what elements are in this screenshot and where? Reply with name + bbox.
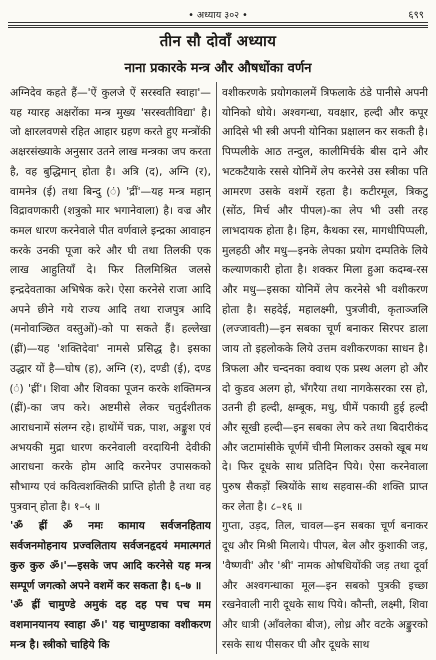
chapter-subtitle: नाना प्रकारके मन्त्र और औषधोंका वर्णन (124, 61, 312, 76)
paragraph: गुप्ता, उड़द, तिल, चावल—इन सबका चूर्ण बनाकर दूध और मिश्री मिलाये। पीपल, बेल और कुशाकी जड़, 'वैष्णवी' और 'श्री' नामक ओषधियोंकी जड़ तथा दूर्वा और अश्वगन्धाका मूल—इन सबको पुत्रकी इच्छा रखनेवाली नारी दूधके साथ पिये। कौन्ती, लक्ष्मी, शिवा और धात्री (आँवलेका बीज), लोध्र और वटके अङ्कुरको रसके साथ पीसकर घी और दूधके साथ (222, 519, 428, 651)
mantra-paragraph: 'ॐ ह्रीं ॐ नमः कामाय सर्वजनहिताय सर्वजनमोहनाय प्रज्वलिताय सर्वजनहृदयं ममात्मगतं कुरु कुरु ॐ।'—इसके जप आदि करनेसे यह मन्त्र सम्पूर्ण जगत्को अपने वशमें कर सकता है। ६–७ ॥ (10, 519, 211, 592)
paragraph: अग्निदेव कहते हैं—'ऐं कुलजे ऐं सरस्वति स्वाहा'—यह ग्यारह अक्षरोंका मन्त्र मुख्य 'सरस्वतीविद्या' है। जो क्षारलवणसे रहित आहार ग्रहण करते हुए मन्त्रोंकी अक्षरसंख्याके अनुसार उतने लाख मन्त्रका जप करता है, वह बुद्धिमान् होता है। अत्रि (द), अग्नि (र), वामनेत्र (ई) तथा बिन्दु (ं) 'द्रीं'—यह मन्त्र महान् विद्रावणकारी (शत्रुको मार भगानेवाला) है। वज्र और कमल धारण करनेवाले पीत वर्णवाले इन्द्रका आवाहन करके उनकी पूजा करे और घी तथा तिलकी एक लाख आहुतियाँ दे। फिर तिलमिश्रित जलसे इन्द्रदेवताका अभिषेक करे। ऐसा करनेसे राजा आदि अपने छीने गये राज्य आदि तथा राजपुत्र आदि (मनोवाञ्छित वस्तुओं)-को पा सकते हैं। हल्लेखा (ह्रीं)—यह 'शक्तिदेवा' नामसे प्रसिद्ध है। इसका उद्धार यों है—घोष (ह), अग्नि (र), दण्डी (ई), दण्ड (ं) 'ह्रीं'। शिवा और शिवका पूजन करके शक्तिमन्त्र (ह्रीं)-का जप करे। अष्टमीसे लेकर चतुर्दशीतक आराधनामें संलग्न रहे। हाथोंमें चक्र, पाश, अङ्कुश एवं अभयकी मुद्रा धारण करनेवाली वरदायिनी देवीकी आराधना करके होम आदि करनेपर उपासकको सौभाग्य एवं कवित्वशक्तिकी प्राप्ति होती है तथा वह पुत्रवान् होता है। १–५ ॥ (10, 86, 211, 513)
chapter-title: तीन सौ दोवाँ अध्याय (159, 32, 277, 50)
column-divider (216, 82, 217, 654)
right-column (222, 83, 428, 653)
running-header: • अध्याय ३०२ • (188, 10, 248, 21)
paragraph: वशीकरणके प्रयोगकालमें त्रिफलाके ठंडे पानीसे अपनी योनिको धोये। अश्वगन्धा, यवक्षार, हल्दी और कपूर आदिसे भी स्त्री अपनी योनिका प्रक्षालन कर सकती है। पिप्पलीके आठ तन्दुल, कालीमिर्चके बीस दाने और भटकटैयाके रससे योनिमें लेप करनेसे उस स्त्रीका पति आमरण उसके वशमें रहता है। कटीरमूल, त्रिकटु (सोंठ, मिर्च और पीपल)-का लेप भी उसी तरह लाभदायक होता है। हिम, कैथका रस, मागधीपिप्पली, मुलहठी और मधु—इनके लेपका प्रयोग दम्पतिके लिये कल्याणकारी होता है। शक्कर मिला हुआ कदम्ब-रस और मधु—इसका योनिमें लेप करनेसे भी वशीकरण होता है। सहदेई, महालक्ष्मी, पुत्रजीवी, कृताञ्जलि (लज्जावती)—इन सबका चूर्ण बनाकर सिरपर डाला जाय तो इहलोकके लिये उत्तम वशीकरणका साधन है। त्रिफला और चन्दनका क्वाथ एक प्रस्थ अलग हो और दो कुडव अलग हो, भँगरैया तथा नागकेसरका रस हो, उतनी ही हल्दी, क्षम्बूक, मधु, घीमें पकायी हुई हल्दी और सूखी हल्दी—इन सबका लेप करे तथा बिदारीकंद और जटामांसीके चूर्णमें चीनी मिलाकर उसको खूब मथ दे। फिर दूधके साथ प्रतिदिन पिये। ऐसा करनेवाला पुरुष सैकड़ों स्त्रियोंके साथ सहवास-की शक्ति प्राप्त कर लेता है। ८–१६ ॥ (222, 86, 428, 513)
left-column (10, 83, 211, 653)
page-header (10, 6, 426, 22)
page-number: ६९९ (408, 10, 424, 21)
header-double-rule (8, 25, 428, 28)
mantra-paragraph: 'ॐ ह्रीं चामुण्डे अमुकं दह दह पच पच मम वशमानयानय स्वाहा ॐ।' यह चामुण्डाका वशीकरण मन्त्र है। स्त्रीको चाहिये कि (10, 598, 211, 651)
header-rule (8, 22, 428, 23)
